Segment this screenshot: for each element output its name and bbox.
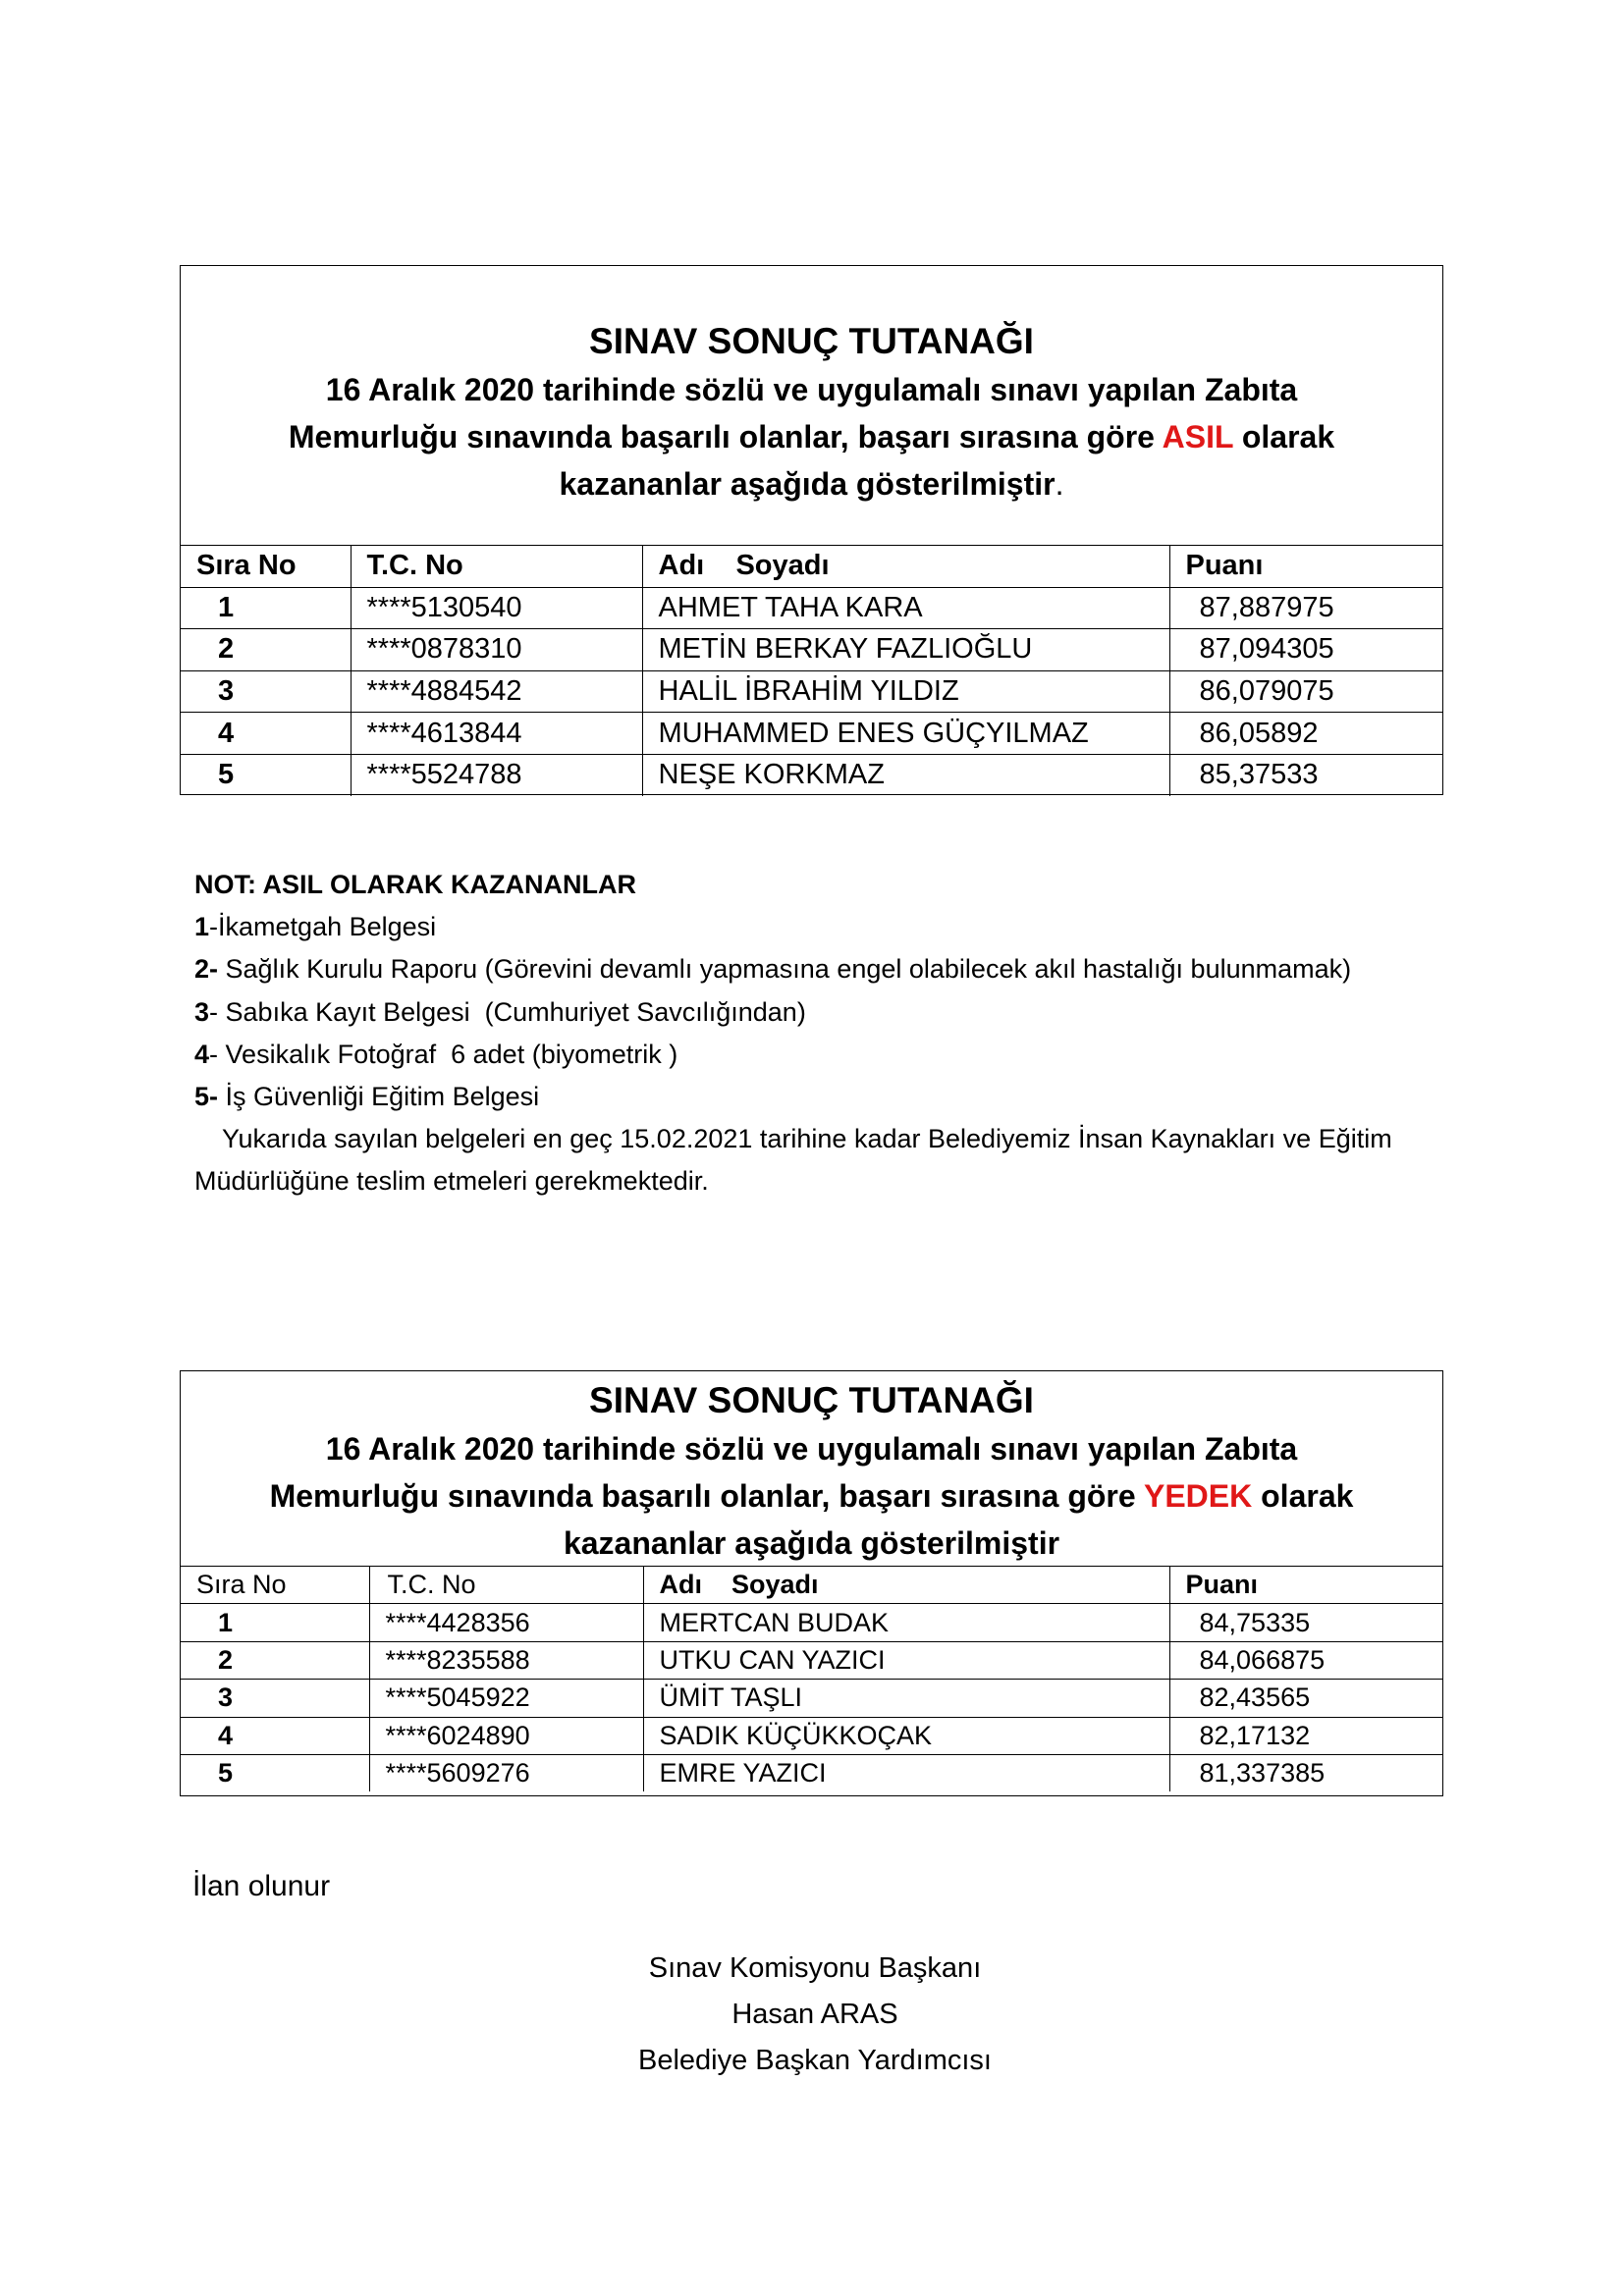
table-row: [181, 1604, 1442, 1641]
header-sira-no: Sıra No: [196, 550, 297, 582]
yedek-results-box: [180, 1370, 1443, 1796]
table-row: [181, 587, 1442, 629]
row-no: 1: [181, 587, 351, 629]
note-item: [194, 906, 1471, 948]
note-item: [194, 1076, 1471, 1118]
notes-paragraph-line1: Yukarıda sayılan belgeleri en geç 15.02.2021 tarihine kadar Belediyemiz İnsan Kaynakları ve Eğitim: [222, 1124, 1392, 1154]
asil-keyword: ASIL: [1162, 419, 1233, 454]
row-no: 4: [181, 713, 351, 755]
note-text: İş Güvenliği Eğitim Belgesi: [225, 1082, 540, 1112]
table-row: [181, 754, 1442, 795]
header-puan: Puanı: [1169, 546, 1442, 587]
yedek-header-line2: [181, 1472, 1442, 1520]
note-number: 2-: [194, 954, 219, 985]
row-tc: ****5609276: [369, 1754, 643, 1791]
note-number: 3: [194, 996, 210, 1027]
signature-block: [569, 1946, 1060, 2084]
note-sep: [218, 1082, 226, 1111]
row-name: HALİL İBRAHİM YILDIZ: [642, 670, 1169, 713]
row-score: 86,05892: [1169, 713, 1442, 755]
asil-header-line1: 16 Aralık 2020 tarihinde sözlü ve uygulamalı sınavı yapılan Zabıta: [325, 372, 1298, 407]
note-item: [194, 1034, 1471, 1076]
header-ad-soyad: Adı Soyadı: [642, 546, 1169, 587]
note-sep: [218, 954, 226, 984]
row-name: MERTCAN BUDAK: [643, 1604, 1169, 1641]
signature-role: Belediye Başkan Yardımcısı: [638, 2045, 992, 2076]
row-no: 5: [181, 1754, 369, 1791]
yedek-title: SINAV SONUÇ TUTANAĞI: [589, 1380, 1034, 1420]
row-no: 1: [181, 1604, 369, 1641]
note-item: [194, 991, 1471, 1034]
notes-paragraph-line2: Müdürlüğüne teslim etmeleri gerekmektedir.: [194, 1166, 709, 1197]
row-tc: ****4613844: [351, 713, 642, 755]
row-tc: ****5524788: [351, 754, 642, 795]
note-number: 4: [194, 1039, 210, 1069]
asil-line2-post: olarak: [1232, 419, 1335, 454]
notes-section: [194, 864, 1471, 1203]
row-tc: ****6024890: [369, 1717, 643, 1754]
table-row: [181, 1680, 1442, 1717]
row-score: 87,094305: [1169, 629, 1442, 671]
yedek-line2-post: olarak: [1252, 1478, 1354, 1514]
table-row: [181, 1641, 1442, 1679]
asil-results-box: [180, 265, 1443, 795]
row-score: 86,079075: [1169, 670, 1442, 713]
row-no: 3: [181, 1680, 369, 1717]
announcement-text: İlan olunur: [192, 1870, 331, 1902]
row-no: 4: [181, 1717, 369, 1754]
row-score: 84,75335: [1169, 1604, 1442, 1641]
header-puan: Puanı: [1169, 1567, 1442, 1604]
table-row: [181, 713, 1442, 755]
row-name: AHMET TAHA KARA: [642, 587, 1169, 629]
note-sep: -: [209, 996, 226, 1027]
table-row: [181, 670, 1442, 713]
row-score: 81,337385: [1169, 1754, 1442, 1791]
table-row: [181, 629, 1442, 671]
table-row: [181, 1717, 1442, 1754]
asil-results-table: [181, 546, 1442, 796]
asil-header-line3: [181, 460, 1442, 507]
row-tc: ****5130540: [351, 587, 642, 629]
row-name: EMRE YAZICI: [643, 1754, 1169, 1791]
row-name: METİN BERKAY FAZLIOĞLU: [642, 629, 1169, 671]
asil-line3-text: kazananlar aşağıda gösterilmiştir: [559, 466, 1056, 502]
signature-name: Hasan ARAS: [731, 1999, 898, 2030]
notes-heading: NOT: ASIL OLARAK KAZANANLAR: [194, 870, 636, 899]
yedek-header-line1: 16 Aralık 2020 tarihinde sözlü ve uygulamalı sınavı yapılan Zabıta: [325, 1431, 1298, 1467]
note-sep: -: [209, 1039, 226, 1069]
row-name: NEŞE KORKMAZ: [642, 754, 1169, 795]
asil-header-line2: [181, 413, 1442, 460]
yedek-line2-pre: Memurluğu sınavında başarılı olanlar, başarı sırasına göre: [269, 1478, 1144, 1514]
table-header-row: [181, 1567, 1442, 1604]
row-no: 5: [181, 754, 351, 795]
row-no: 3: [181, 670, 351, 713]
row-tc: ****4428356: [369, 1604, 643, 1641]
row-name: UTKU CAN YAZICI: [643, 1641, 1169, 1679]
header-tc-no: T.C. No: [369, 1567, 643, 1604]
row-no: 2: [181, 629, 351, 671]
row-name: SADIK KÜÇÜKKOÇAK: [643, 1717, 1169, 1754]
row-tc: ****4884542: [351, 670, 642, 713]
yedek-header-line3: kazananlar aşağıda gösterilmiştir: [563, 1525, 1060, 1561]
row-score: 84,066875: [1169, 1641, 1442, 1679]
note-sep: -: [209, 912, 219, 942]
yedek-keyword: YEDEK: [1143, 1478, 1253, 1514]
note-text: Sabıka Kayıt Belgesi (Cumhuriyet Savcılığından): [225, 996, 806, 1027]
row-name: MUHAMMED ENES GÜÇYILMAZ: [642, 713, 1169, 755]
row-tc: ****0878310: [351, 629, 642, 671]
asil-title: SINAV SONUÇ TUTANAĞI: [589, 321, 1034, 361]
asil-header: [181, 266, 1442, 546]
row-score: 85,37533: [1169, 754, 1442, 795]
row-no: 2: [181, 1641, 369, 1679]
row-tc: ****5045922: [369, 1680, 643, 1717]
asil-line3-dot: .: [1055, 466, 1064, 502]
row-score: 87,887975: [1169, 587, 1442, 629]
note-text: Sağlık Kurulu Raporu (Görevini devamlı yapmasına engel olabilecek akıl hastalığı bulunmamak): [225, 954, 1352, 985]
note-number: 1: [194, 912, 210, 942]
row-name: ÜMİT TAŞLI: [643, 1680, 1169, 1717]
row-score: 82,17132: [1169, 1717, 1442, 1754]
row-score: 82,43565: [1169, 1680, 1442, 1717]
yedek-results-table: [181, 1567, 1442, 1791]
signature-title: Sınav Komisyonu Başkanı: [648, 1952, 982, 1984]
header-sira-no: Sıra No: [196, 1570, 287, 1600]
note-text: Vesikalık Fotoğraf 6 adet (biyometrik ): [225, 1039, 678, 1069]
row-tc: ****8235588: [369, 1641, 643, 1679]
asil-line2-pre: Memurluğu sınavında başarılı olanlar, başarı sırasına göre: [288, 419, 1163, 454]
table-row: [181, 1754, 1442, 1791]
header-ad-soyad: Adı Soyadı: [643, 1567, 1169, 1604]
table-header-row: [181, 546, 1442, 587]
header-tc-no: T.C. No: [351, 546, 642, 587]
yedek-header: [181, 1371, 1442, 1567]
note-number: 5-: [194, 1082, 219, 1112]
note-item: [194, 948, 1471, 990]
note-text: İkametgah Belgesi: [218, 912, 437, 942]
